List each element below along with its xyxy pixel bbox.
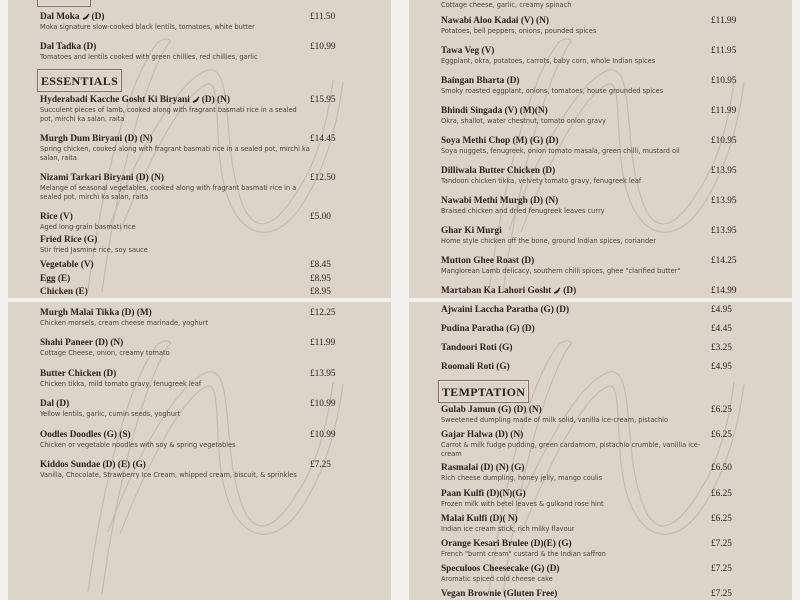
item-description: Cottage Cheese, onion, creamy tomato xyxy=(40,349,170,358)
dietary-tags: (D) (N) xyxy=(495,430,524,441)
menu-item xyxy=(40,173,380,201)
item-price: £10.99 xyxy=(310,42,336,52)
item-price: £4.45 xyxy=(711,324,732,334)
item-title: Tawa Veg xyxy=(441,46,480,56)
item-title: Dilliwala Butter Chicken xyxy=(441,166,540,176)
dietary-tags: (D) (N) (G) xyxy=(480,463,525,474)
menu-item xyxy=(40,399,380,419)
item-description: Carrot & milk fudge pudding, green cardamom, pistachio crumble, vanillia ice-cream xyxy=(441,441,701,458)
item-title: Gajar Halwa xyxy=(441,430,493,441)
menu-item xyxy=(441,166,781,186)
item-title: Dal Tadka xyxy=(40,42,82,52)
item-price: £15.95 xyxy=(310,95,336,105)
item-title: Orange Kesari Brulee xyxy=(441,539,529,549)
item-title: Vegetable xyxy=(40,260,79,270)
menu-item xyxy=(441,256,781,276)
item-price: £7.25 xyxy=(310,460,331,470)
item-description: Smoky roasted eggplant, onions, tomatoes, house grounded spices xyxy=(441,87,664,95)
item-price: £11.95 xyxy=(711,46,737,56)
item-description: Eggplant, okra, potatoes, carrots, baby corn, whole Indian spices xyxy=(441,57,656,65)
dietary-tags: (D)( N) xyxy=(489,513,518,524)
item-description: Chicken or vegetable noodles with soy & spring vegetables xyxy=(40,440,236,449)
item-title: Ghar Ki Murgi xyxy=(441,226,502,236)
item-title: Mutton Ghee Roast xyxy=(441,256,519,266)
item-description: Chicken morsels, cream cheese marinade, yoghurt xyxy=(40,319,209,327)
item-price: £6.50 xyxy=(711,463,732,474)
menu-item xyxy=(40,95,380,123)
item-title: Malai Kulfi xyxy=(441,513,488,524)
dietary-tags: (D) (N) xyxy=(530,196,559,206)
menu-item xyxy=(441,286,781,297)
item-description: Indian ice cream stick, rich milky flavour xyxy=(441,524,575,533)
dietary-tags: (D) (N) xyxy=(201,95,230,105)
item-price: £7.25 xyxy=(711,589,732,600)
menu-panel-bottom-right xyxy=(409,302,792,600)
dietary-tags: (Gluten Free) xyxy=(503,589,558,600)
item-price: £14.25 xyxy=(711,256,737,266)
menu-item xyxy=(441,324,781,335)
dietary-tags: (D)(N)(G) xyxy=(486,488,526,499)
item-price: £6.25 xyxy=(711,430,732,441)
dietary-tags: (D) xyxy=(83,42,97,52)
menu-item xyxy=(40,287,380,298)
dietary-tags: (V) xyxy=(59,212,73,222)
dietary-tags: (G) (D) (N) xyxy=(497,405,542,415)
dietary-tags: (D) xyxy=(56,399,70,410)
menu-item xyxy=(40,260,380,271)
item-title: Oodles Doodles xyxy=(40,429,102,440)
item-price: £10.95 xyxy=(711,136,737,146)
item-price: £4.95 xyxy=(711,362,732,372)
item-description: Potatoes, bell peppers, onions, pounded spices xyxy=(441,27,597,35)
item-price: £14.99 xyxy=(711,286,737,296)
item-name xyxy=(40,235,380,246)
item-title: Rice xyxy=(40,212,58,222)
item-price: £10.99 xyxy=(310,399,336,410)
chili-icon xyxy=(553,287,561,294)
menu-panel-top-right xyxy=(409,0,792,298)
item-price: £5.00 xyxy=(310,212,331,222)
dietary-tags: (D) (E) (G) xyxy=(102,460,146,470)
dietary-tags: (D) xyxy=(563,286,577,296)
item-title: Bhindi Singada xyxy=(441,106,503,116)
item-title: Baingan Bharta xyxy=(441,76,505,86)
item-price: £13.95 xyxy=(711,166,737,176)
menu-item xyxy=(40,134,380,162)
menu-item xyxy=(441,430,781,458)
item-price: £8.95 xyxy=(310,273,331,284)
item-title: Kiddos Sundae xyxy=(40,460,101,470)
item-title: Tandoori Roti xyxy=(441,343,497,353)
item-description: Spring chicken, cooked along with fragrant basmati rice in a sealed pot, mirchi ka salan, raita xyxy=(40,145,310,162)
dietary-tags: (G) (D) xyxy=(506,324,535,334)
item-price: £10.99 xyxy=(310,429,336,440)
item-price: £13.95 xyxy=(711,196,737,206)
menu-item xyxy=(441,196,781,216)
item-title: Dal Moka xyxy=(40,12,80,22)
menu-item xyxy=(40,12,380,32)
item-price: £12.50 xyxy=(310,173,336,183)
item-title: Nizami Tarkari Biryani xyxy=(40,173,134,183)
menu-item xyxy=(441,489,781,509)
menu-item xyxy=(40,212,380,232)
item-title: Gulab Jamun xyxy=(441,405,496,415)
menu-item xyxy=(40,308,380,328)
item-price: £6.25 xyxy=(711,488,732,499)
item-description: Stir fried Jasmine rice, soy sauce xyxy=(40,246,148,254)
dietary-tags: (D) xyxy=(506,76,520,86)
menu-panel-top-left xyxy=(8,0,391,298)
menu-item xyxy=(40,460,380,480)
item-title: Rasmalai xyxy=(441,463,479,474)
dietary-tags: (G) (D) xyxy=(530,564,560,575)
item-title: Martaban Ka Lahori Gosht xyxy=(441,286,552,296)
dietary-tags: (V) (M)(N) xyxy=(504,106,548,116)
dietary-tags: (V) xyxy=(80,260,94,270)
dietary-tags: (G) (S) xyxy=(103,429,131,440)
item-description: French "burnt cream" custard & the Indian saffron xyxy=(441,550,606,558)
dietary-tags: (V) xyxy=(481,46,495,56)
item-title: Roomali Roti xyxy=(441,362,494,372)
item-description: Vanilla, Chocolate, Strawberry Ice Cream, whipped cream, biscuit, & sprinkles xyxy=(40,471,297,479)
item-price: £8.45 xyxy=(310,260,331,270)
item-price: £10.95 xyxy=(711,76,737,86)
item-price: £11.50 xyxy=(310,12,336,22)
item-title: Nawabi Aloo Kadai xyxy=(441,16,519,26)
item-description: Tandoori chicken tikka, velvety tomato gravy, fenugreek leaf xyxy=(441,177,642,185)
menu-item xyxy=(441,539,781,559)
item-title: Pudina Paratha xyxy=(441,324,504,334)
item-title: Vegan Brownie xyxy=(441,589,502,600)
dietary-tags: (M) (G) (D) xyxy=(512,136,559,146)
menu-panel-bottom-left xyxy=(8,302,391,600)
item-title: Nawabi Methi Murgh xyxy=(441,196,528,206)
item-price: £4.95 xyxy=(711,305,732,315)
item-price: £11.99 xyxy=(310,338,336,349)
menu-item xyxy=(441,136,781,156)
item-title: Murgh Malai Tikka xyxy=(40,308,120,318)
item-description: Okra, shallot, water chestnut, tomato onion gravy xyxy=(441,117,606,125)
item-description: Cottage cheese, garlic, creamy spinach xyxy=(441,1,572,9)
item-description: Braised chicken and dried fenugreek leaves curry xyxy=(441,207,605,215)
menu-item xyxy=(441,564,781,584)
menu-item xyxy=(40,369,380,389)
menu-item xyxy=(441,405,781,425)
item-description: Frozen milk with betel leaves & gulkand rose hint xyxy=(441,499,604,508)
item-description: Sweetened dumpling made of milk solid, vanilla ice-cream, pistachio xyxy=(441,416,669,424)
dietary-tags: (G) xyxy=(496,362,510,372)
dietary-tags: (D) (N) xyxy=(95,338,124,349)
menu-item xyxy=(40,42,380,62)
item-price: £12.25 xyxy=(310,308,336,318)
dietary-tags: (D) xyxy=(103,368,117,379)
item-title: Chicken xyxy=(40,287,74,297)
menu-item xyxy=(441,589,781,600)
item-title: Paan Kulfi xyxy=(441,488,485,499)
chili-icon xyxy=(192,96,200,103)
item-price: £6.25 xyxy=(711,513,732,524)
chili-icon xyxy=(82,13,90,20)
menu-item xyxy=(40,235,380,255)
menu-item xyxy=(441,305,781,316)
item-price: £13.95 xyxy=(711,226,737,236)
item-price: £3.25 xyxy=(711,343,732,353)
item-title: Soya Methi Chop xyxy=(441,136,511,146)
menu-item xyxy=(40,338,380,358)
menu-item xyxy=(441,16,781,36)
item-price: £13.95 xyxy=(310,368,336,379)
item-description: Chicken tikka, mild tomato gravy, fenugreek leaf xyxy=(40,379,202,388)
dietary-tags: (D) (M) xyxy=(121,308,152,318)
item-description: Tomatoes and lentils cooked with green chillies, red chillies, garlic xyxy=(40,53,258,61)
item-description: Aromatic spiced cold cheese cake xyxy=(441,575,553,584)
dietary-tags: (V) (N) xyxy=(520,16,549,26)
item-description: Moka signature slow-cooked black lentils, tomatoes, white butter xyxy=(40,23,255,31)
menu-item xyxy=(441,343,781,354)
item-title: Butter Chicken xyxy=(40,368,102,379)
item-description: Rich cheese dumpling, honey jelly, mango coulis xyxy=(441,474,603,483)
menu-item xyxy=(40,430,380,450)
dietary-tags: (D)(E) (G) xyxy=(530,539,572,549)
item-description: Yellow lentils, garlic, cumin seeds, yoghurt xyxy=(40,410,181,419)
section-heading-essentials: ESSENTIALS xyxy=(37,69,122,92)
dietary-tags: (D) xyxy=(521,256,535,266)
menu-item xyxy=(441,362,781,373)
dietary-tags: (G) (D) xyxy=(540,305,570,315)
menu-item xyxy=(441,106,781,126)
menu-item xyxy=(441,226,781,246)
dietary-tags: (D) (N) xyxy=(135,173,164,183)
item-description: Melange of seasonal vegetables, cooked along with fragrant basmati rice in a sealed pot, mirchi ka salan, raita xyxy=(40,184,297,201)
dietary-tags: (D) xyxy=(542,166,556,176)
item-price: £11.99 xyxy=(711,16,737,26)
menu-item xyxy=(40,274,380,285)
section-heading-temptation: TEMPTATION xyxy=(438,380,529,403)
dietary-tags: (E) xyxy=(75,287,88,297)
dietary-tags: (E) xyxy=(57,273,71,284)
item-title: Hyderabadi Kacche Gosht Ki Biryani xyxy=(40,95,190,105)
item-title: Ajwaini Laccha Paratha xyxy=(441,305,539,315)
item-price: £8.95 xyxy=(310,287,331,297)
item-description: Soya nuggets, fenugreek, onion tomato masala, green chilli, mustard oil xyxy=(441,147,680,155)
item-title: Fried Rice xyxy=(40,235,82,245)
item-title: Egg xyxy=(40,273,56,284)
menu-item xyxy=(441,76,781,96)
item-price: £14.45 xyxy=(310,134,336,144)
item-title: Speculoos Cheesecake xyxy=(441,564,529,575)
item-price: £11.99 xyxy=(711,106,737,116)
menu-item xyxy=(441,46,781,66)
item-price: £7.25 xyxy=(711,564,732,575)
item-title: Murgh Dum Biryani xyxy=(40,134,123,144)
dietary-tags: (D) xyxy=(91,12,105,22)
item-description: Home style chicken off the bone, ground Indian spices, coriander xyxy=(441,237,656,245)
cut-section-heading xyxy=(37,0,91,7)
dietary-tags: (G) xyxy=(83,235,98,245)
item-price: £7.25 xyxy=(711,539,732,549)
item-description: Succulent pieces of lamb, cooked along with fragrant basmati rice in a sealed pot, mirchi ka salan, raita xyxy=(40,106,297,123)
dietary-tags: (D) (N) xyxy=(124,134,153,144)
item-title: Dal xyxy=(40,399,54,410)
dietary-tags: (G) xyxy=(499,343,513,353)
item-price: £6.25 xyxy=(711,405,732,415)
item-description: Manglorean Lamb delicacy, southern chilli spices, ghee "clarified butter" xyxy=(441,267,681,275)
menu-item xyxy=(441,463,781,483)
item-description: Aged long-grain basmati rice xyxy=(40,223,136,231)
menu-item xyxy=(441,514,781,534)
item-title: Shahi Paneer xyxy=(40,338,93,349)
